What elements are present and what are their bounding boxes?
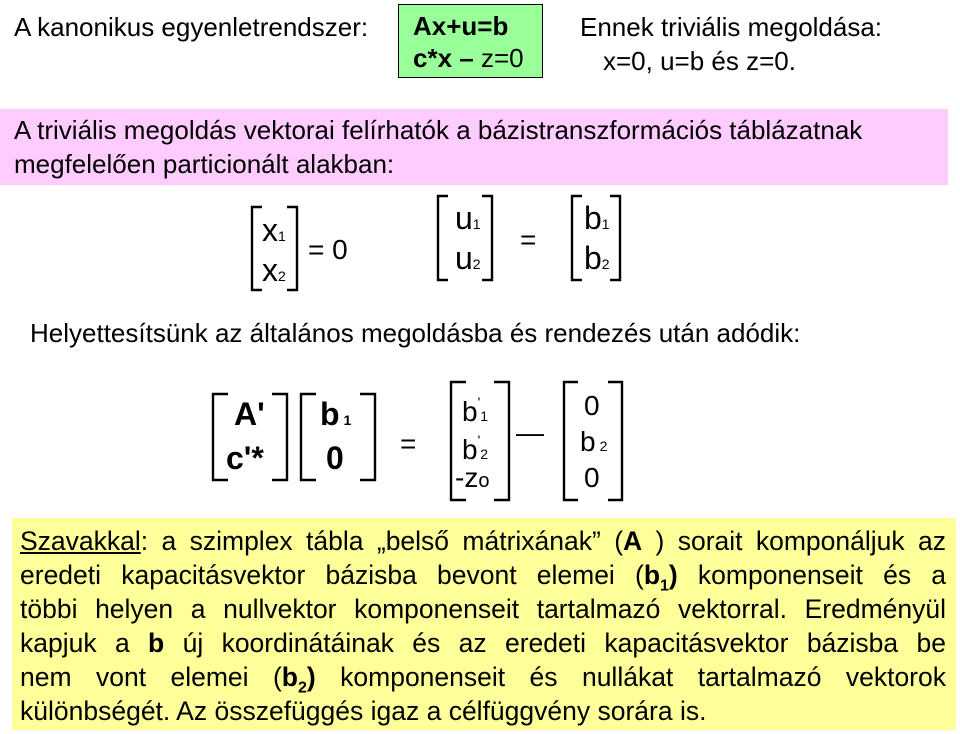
para-line-3: többi helyen a nullvektor komponenseit tartalmazó vektorral. Eredményül [20, 594, 946, 624]
a-prime: A' [234, 396, 265, 432]
para-line-4: kapjuk a b új koordinátáinak és az eredeti kapacitásvektor bázisba be [20, 628, 946, 658]
note-line-2: megfelelően particionált alakban: [14, 149, 395, 179]
u2-element: u2 [455, 240, 481, 276]
minus-z-zero: -zo [455, 462, 490, 493]
b-prime-1: b'1 [462, 394, 489, 427]
para-line-1: Szavakkal: a szimplex tábla „belső mátrixának” (A ) sorait komponáljuk az [20, 526, 946, 556]
canonical-label: A kanonikus egyenletrendszer: [14, 12, 369, 42]
right-zero-top: 0 [584, 390, 600, 421]
trivial-solution-values: x=0, u=b és z=0. [603, 46, 796, 76]
equation-2: c*x – z=0 [413, 43, 524, 73]
x2-element: x2 [262, 252, 286, 288]
b-prime-2: b'2 [462, 432, 489, 465]
u1-element: u1 [455, 200, 481, 236]
x1-element: x1 [262, 212, 286, 248]
right-zero-bottom: 0 [584, 462, 600, 493]
right-b2: b 2 [580, 426, 608, 457]
b2-element: b2 [584, 240, 610, 276]
para-line-2: eredeti kapacitásvektor bázisba bevont elemei $(b_1)$ komponenseit és a [20, 560, 946, 595]
b-top: b 1 [320, 396, 352, 432]
explanation-box [12, 518, 956, 730]
minus-sign: — [516, 417, 544, 448]
equation-1: Ax+u=b [413, 11, 509, 41]
para-line-6: különbségét. Az összefüggés igaz a célfüggvény sorára is. [20, 696, 707, 726]
equals-sign-2: = [400, 428, 417, 459]
note-line-1: A triviális megoldás vektorai felírhatók a bázistranszformációs táblázatnak [14, 115, 863, 145]
equals-sign-1: = [520, 224, 537, 255]
c-prime-star: c'* [226, 440, 264, 476]
zero-bottom: 0 [326, 440, 344, 476]
para-line-5: nem vont elemei $(b_2)$ komponenseit és nullákat tartalmazó vektorok [20, 662, 946, 697]
equals-zero: = 0 [308, 234, 348, 265]
substitution-text: Helyettesítsünk az általános megoldásba és rendezés után adódik: [30, 318, 801, 348]
trivial-solution-label: Ennek triviális megoldása: [580, 12, 883, 42]
b1-element: b1 [584, 200, 610, 236]
